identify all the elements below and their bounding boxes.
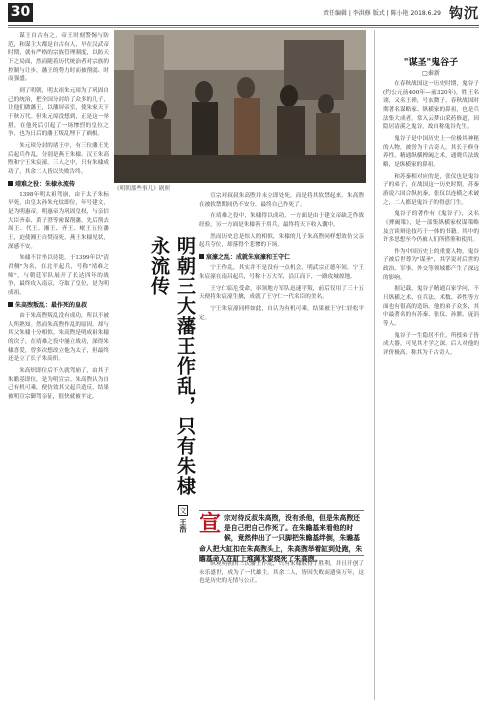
paragraph: 鬼谷子一生隐居不仕，所授弟子皆成大器，可见其才学之深。后人对他的评价极高，称其为千古奇人。	[383, 332, 479, 357]
pull-quote	[199, 510, 364, 563]
sidebar-column	[383, 80, 479, 700]
sidebar-title: "谋圣"鬼谷子	[403, 58, 459, 68]
paragraph: 由于朱高煦叛乱没有成功，所以不被人所熟知。然而朱高煦作乱的原因，却与其父朱棣十分相似。朱高煦是明成祖朱棣的次子，在靖难之役中屡立战功，深得朱棣喜爱，曾多次想改立他为太子，但最终还是立了长子朱高炽。	[8, 312, 109, 363]
paragraph: 1398年明太祖驾崩，由于太子朱标早死，由皇太孙朱允炆即位，年号建文，是为明惠帝。明惠帝为巩固皇权，与亲信大臣齐泰、黄子澄等密谋削藩，先后削去周王、代王、湘王、齐王、岷王五位藩王，迫使湘王自焚而死，燕王朱棣见状，深感不安。	[8, 191, 109, 250]
paragraph: 鬼谷子是中国历史上一位极其神秘的人物，被誉为千古奇人，其长于修身养性，精通纵横捭阖之术，通晓兵法战略，是纵横家的鼻祖。	[383, 135, 479, 168]
section-name: 钩沉	[449, 6, 479, 22]
paragraph: 宁王作乱，其实并不是没有一点机会，明武宗正德年间，宁王朱宸濠在南昌起兵，号称十万大军，沿江而下，一路攻城掠地。	[199, 265, 364, 280]
paragraph: 宣宗对叔叔朱高煦并未立即处死，而是将其软禁起来。朱高煦在被软禁期间仍不安分，最终自己作死了。	[199, 193, 364, 208]
subheading	[8, 301, 109, 310]
subheading-text: 靖难之役：朱棣永流传	[15, 180, 76, 188]
editor-credits: 责任编辑 | 李洪修 版式 | 陈小艳 2018.6.29	[322, 10, 441, 17]
paragraph: 谋王自古有之，帝王时刻警惕与防范，和谋主大都是自古有人，早在汉武帝时期，就有严格的宗族管理制度，以防天下之局面，然而随着历代统治者对宗族的控制与让步，藩王的势力时而被削弱、时而强盛。	[8, 33, 109, 83]
paragraph: 然而历史总是惊人的相似，朱棣的儿子朱高煦同样想效仿父亲起兵夺位，却落得个悲惨的下场。	[199, 233, 364, 249]
column-divider	[374, 30, 375, 700]
article-title: 明朝三大藩王作乱，只有朱棣永流传	[148, 236, 196, 496]
article-photo	[114, 30, 366, 183]
bullet-square-icon	[8, 302, 13, 307]
paragraph: 在靖难之役中，朱棣得以成功，一方面是由于建文帝缺乏作战经验，另一方面是朱棣善于用兵，最终将天下收入囊中。	[199, 213, 364, 228]
paragraph: 朱元璋分封的诸王中，有三位藩王先后起兵作乱，分别是燕王朱棣、汉王朱高煦和宁王朱宸濠。三人之中，只有朱棣成功了，其余二人皆以失败告终。	[8, 142, 109, 175]
header-rule	[8, 25, 479, 26]
article-column-middle	[199, 192, 364, 504]
subheading	[8, 180, 109, 189]
paragraph: 在春秋战国这一历史时期，鬼谷子(约公元前400年—前320年)，姓王名诩，又名王禅，号玄微子，春秋战国时期著名谋略家、纵横家的鼻祖，也是兵法集大成者。常入云梦山采药修道，因隐居清溪之鬼谷，故自称鬼谷先生。	[383, 81, 479, 131]
photo-caption: 《明朝那些事儿》剧照	[114, 186, 170, 192]
paragraph: 纵观明朝的三次藩王作乱，只有朱棣取得了胜利，并且开创了永乐盛世，成为了一代雄主。其余二人，皆因失败而遗臭万年，这也是历史的无情与公正。	[199, 561, 364, 585]
author-name: 王浩	[179, 518, 188, 533]
pull-quote-text: 宗对待反叔朱高煦，没有杀他，但是朱高煦还是自己把自己作死了。在朱瞻基来看他的时候，竟然伸出了一只脚把朱瞻基绊倒，朱瞻基命人把大缸扣在朱高煦头上，朱高煦举着缸到处跑，朱瞻基命人在缸上堆满木炭烧死了朱高煦。	[199, 514, 363, 563]
article-author	[178, 505, 188, 532]
paragraph: 鬼谷子的著作有《鬼谷子》，又名《捭阖策》，是一部集纵横家权谋策略及言谈辩论技巧于一体的书籍。其中的许多思想至今仍被人们所借鉴和使用。	[383, 211, 479, 244]
subheading-text: 宸濠之乱：成就朱宸濠和王守仁	[206, 253, 291, 261]
subheading-text: 朱高煦叛乱：最作死的皇叔	[15, 301, 88, 309]
paragraph: 和苏秦相对应的是，张仪也是鬼谷子的弟子，在战国这一历史时期，苏秦游说六国合纵抗秦，张仪以连横之术破之，二人都是鬼谷子的得意门生。	[383, 173, 479, 206]
article-column-left	[8, 32, 109, 700]
header-rule-thin	[8, 27, 479, 28]
paragraph: 宁王朱宸濠同样如此，自认为有机可乘，结果被王守仁轻松平定。	[199, 305, 364, 321]
page-header	[0, 0, 487, 24]
drop-cap: 宣	[199, 512, 222, 537]
bullet-square-icon	[8, 181, 13, 186]
paragraph: 作为中国历史上的重要人物，鬼谷子被后世尊为"谋圣"，其学说对后世的政治、军事、外交等领域都产生了深远的影响。	[383, 248, 479, 281]
page-number: 30	[8, 3, 33, 22]
film-still-illustration	[114, 30, 366, 183]
author-label: 文	[179, 507, 187, 514]
paragraph: 朱高炽即位后不久就驾崩了，由其子朱瞻基即位，是为明宣宗。朱高煦认为自己有机可乘，便仿效其父起兵造反，结果被明宣宗御驾亲征，很快就被平定。	[8, 367, 109, 400]
paragraph: 王守仁临危受命，率领地方军队迅速平叛，前后仅用了三十五天便将朱宸濠生擒，成就了王守仁一代名臣的美名。	[199, 285, 364, 301]
paragraph: 朱棣不甘坐以待毙，于1399年以"清君侧"为名，在北平起兵，号称"靖难之师"，与朝廷军队展开了长达四年的战争，最终攻入南京，夺取了皇位，是为明成祖。	[8, 255, 109, 297]
subheading	[199, 253, 364, 262]
paragraph: 据记载，鬼谷子精通百家学问，不只纵横之术，在兵法、术数、养性等方面也有很高的造诣。他的弟子众多，其中最著名的有苏秦、张仪、孙膑、庞涓等人。	[383, 286, 479, 328]
article-column-bottom	[199, 560, 364, 700]
paragraph: 到了明朝，明太祖朱元璋为了巩固自己的统治，把全国分封给了众多的儿子，让他们做藩王，以藩屏帝室，使朱家天下千秋万代。但朱元璋没想到，正是这一举措，在他死后引起了一场惨烈的皇位之争，也为日后的藩王叛乱埋下了祸根。	[8, 87, 109, 138]
bullet-square-icon	[199, 254, 204, 259]
sidebar-author: □秦新	[422, 70, 440, 77]
